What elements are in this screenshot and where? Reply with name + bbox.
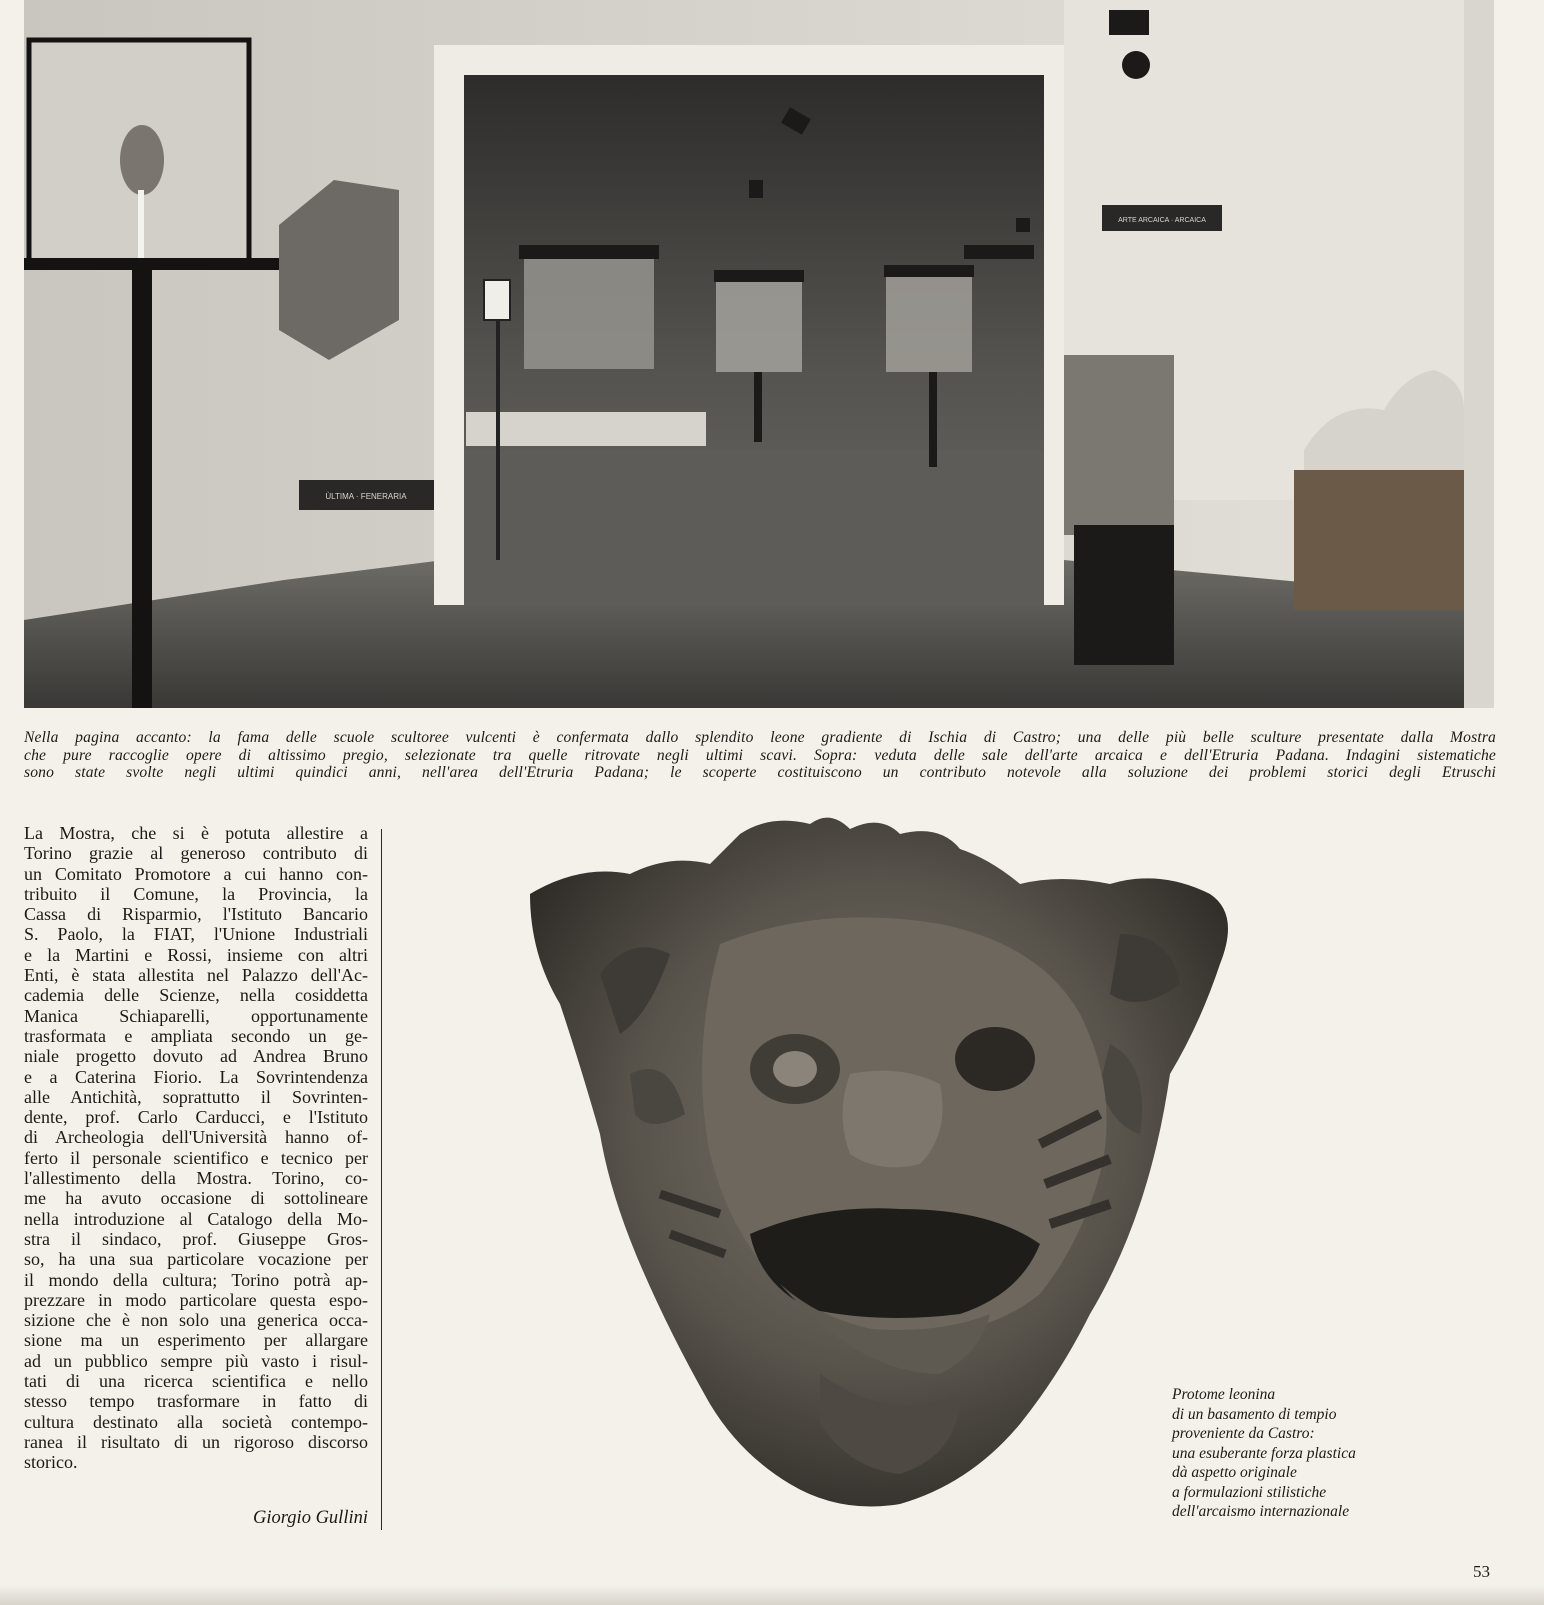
top-photo-caption [24, 729, 1496, 782]
caption-line: a formulazioni stilistiche [1172, 1483, 1327, 1501]
article-line: stra il sindaco, prof. Giuseppe Gros- [24, 1228, 368, 1249]
lion-head-illustration [520, 814, 1260, 1514]
article-line: storico. [24, 1452, 78, 1473]
article-line: e la Martini e Rossi, insieme con altri [24, 944, 368, 965]
right-wall-sign: ARTE ARCAICA · ARCAICA [1118, 217, 1206, 224]
article-line: stesso tempo trasformare in fatto di [24, 1391, 368, 1412]
caption-line: che pure raccoglie opere di altissimo pregio, selezionate tra quelle ritrovate negli ultimi scavi. Sopra: veduta delle sale dell'arte arcaica e dell'Etruria Padana. Indagini sistematiche [24, 746, 1496, 764]
article-line: Manica Schiaparelli, opportunamente [24, 1005, 368, 1026]
article-line: sizione che è non solo una generica occa- [24, 1310, 368, 1331]
article-author: Giorgio Gullini [253, 1508, 368, 1528]
article-line: Cassa di Risparmio, l'Istituto Bancario [24, 904, 368, 925]
article-line: sione ma un esperimento per allargare [24, 1330, 368, 1351]
article-line: un Comitato Promotore a cui hanno con- [24, 863, 368, 884]
caption-line: di un basamento di tempio [1172, 1405, 1337, 1423]
caption-line: dà aspetto originale [1172, 1464, 1297, 1481]
article-line: prezzare in modo particolare questa espo- [24, 1289, 368, 1310]
article-line: dente, prof. Carlo Carducci, e l'Istituto [24, 1107, 368, 1128]
article-line: cultura destinato alla società contempo- [24, 1411, 368, 1432]
article-line: niale progetto dovuto ad Andrea Bruno [24, 1046, 368, 1067]
article-line: S. Paolo, la FIAT, l'Unione Industriali [24, 924, 368, 945]
column-divider [381, 829, 382, 1530]
page-number: 53 [1473, 1562, 1490, 1581]
article-line: Enti, è stata allestita nel Palazzo dell'Ac- [24, 965, 368, 986]
article-line: ad un pubblico sempre più vasto i risul- [24, 1350, 368, 1371]
article-line: il mondo della cultura; Torino potrà ap- [24, 1269, 368, 1290]
page-edge-shadow [0, 1585, 1544, 1605]
caption-line: sono state svolte negli ultimi quindici anni, nell'area dell'Etruria Padana; le scoperte costituiscono un contributo notevole alla soluzione dei problemi storici degli Etruschi [24, 764, 1496, 781]
article-line: trasformata e ampliata secondo un ge- [24, 1025, 368, 1046]
article-line: ranea il risultato di un rigoroso discorso [24, 1431, 368, 1452]
caption-line: dell'arcaismo internazionale [1172, 1503, 1350, 1520]
caption-line: Nella pagina accanto: la fama delle scuole scultoree vulcenti è confermata dallo splendito leone gradiente di Ischia di Castro; una delle più belle sculture presentate dalla Mostra [24, 729, 1496, 746]
article-line: e a Caterina Fiorio. La Sovrintendenza [24, 1066, 368, 1087]
article-line: l'allestimento della Mostra. Torino, co- [24, 1168, 368, 1189]
article-line: ferto il personale scientifico e tecnico per [24, 1147, 368, 1168]
article-line: nella introduzione al Catalogo della Mo- [24, 1208, 368, 1229]
article-line: tribuito il Comune, la Provincia, la [24, 883, 368, 904]
article-line: La Mostra, che si è potuta allestire a [24, 823, 368, 843]
caption-line: Protome leonina [1172, 1386, 1276, 1403]
museum-hall-photo [24, 0, 1494, 708]
caption-line: una esuberante forza plastica [1172, 1444, 1356, 1462]
article-line: cademia delle Scienze, nella cosiddetta [24, 985, 368, 1006]
article-body [24, 823, 368, 1473]
lion-protome-photo [520, 814, 1260, 1514]
article-line: Torino grazie al generoso contributo di [24, 843, 368, 864]
article-line: alle Antichità, soprattutto il Sovrinten- [24, 1086, 368, 1107]
museum-hall-illustration [24, 0, 1494, 708]
left-wall-sign: ÙLTIMA · FENERARIA [325, 492, 407, 501]
article-line: di Archeologia dell'Università hanno of- [24, 1127, 368, 1148]
caption-line: proveniente da Castro: [1172, 1425, 1315, 1442]
lion-photo-caption [1172, 1385, 1422, 1522]
article-line: me ha avuto occasione di sottolineare [24, 1188, 368, 1209]
article-line: tati di una ricerca scientifica e nello [24, 1371, 368, 1392]
article-line: so, ha una sua particolare vocazione per [24, 1249, 368, 1270]
